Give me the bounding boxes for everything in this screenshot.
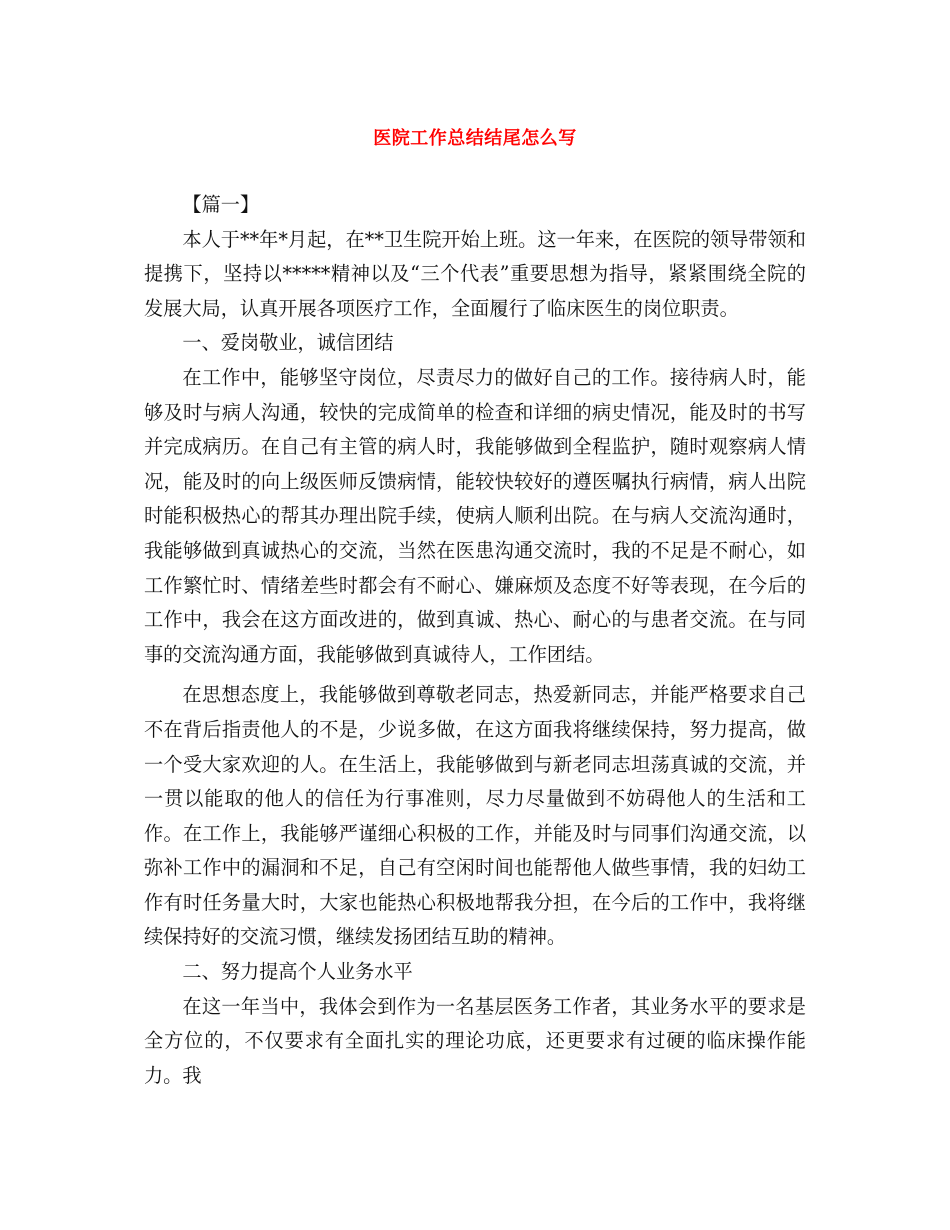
paragraph-ideology: 在思想态度上，我能够做到尊敬老同志，热爱新同志，并能严格要求自己不在背后指责他人的不是，少说多做，在这方面我将继续保持，努力提高，做一个受大家欢迎的人。在生活上，我能够做到与新老同志坦荡真诚的交流，并一贯以能取的他人的信任为行事准则，尽力尽量做到不妨碍他人的生活和工作。在工作上，我能够严谨细心积极的工作，并能及时与同事们沟通交流，以弥补工作中的漏洞和不足，自己有空闲时间也能帮他人做些事情，我的妇幼工作有时任务量大时，大家也能热心积极地帮我分担，在今后的工作中，我将继续保持好的交流习惯，继续发扬团结互助的精神。 — [144, 683, 806, 949]
document-title: 医院工作总结结尾怎么写 — [373, 128, 577, 149]
section-label: 【篇一】 — [182, 193, 260, 216]
paragraph-intro: 本人于**年*月起，在**卫生院开始上班。这一年来，在医院的领导带领和提携下，坚持以*****精神以及“三个代表”重要思想为指导，紧紧围绕全院的发展大局，认真开展各项医疗工作，全面履行了临床医生的岗位职责。 — [144, 227, 806, 320]
paragraph-work-attitude: 在工作中，能够坚守岗位，尽责尽力的做好自己的工作。接待病人时，能够及时与病人沟通，较快的完成简单的检查和详细的病史情况，能及时的书写并完成病历。在自己有主管的病人时，我能够做到全程监护，随时观察病人情况，能及时的向上级医师反馈病情，能较快较好的遵医嘱执行病情，病人出院时能积极热心的帮其办理出院手续，使病人顺利出院。在与病人交流沟通时，我能够做到真诚热心的交流，当然在医患沟通交流时，我的不足是不耐心，如工作繁忙时、情绪差些时都会有不耐心、嫌麻烦及态度不好等表现，在今后的工作中，我会在这方面改进的，做到真诚、热心、耐心的与患者交流。在与同事的交流沟通方面，我能够做到真诚待人，工作团结。 — [144, 365, 806, 666]
document-body — [144, 188, 806, 1093]
paragraph-business-level: 在这一年当中，我体会到作为一名基层医务工作者，其业务水平的要求是全方位的，不仅要求有全面扎实的理论功底，还更要求有过硬的临床操作能力。我 — [144, 994, 806, 1087]
section-heading-1: 一、爱岗敬业，诚信团结 — [182, 331, 394, 355]
section-heading-2: 二、努力提高个人业务水平 — [182, 960, 413, 984]
